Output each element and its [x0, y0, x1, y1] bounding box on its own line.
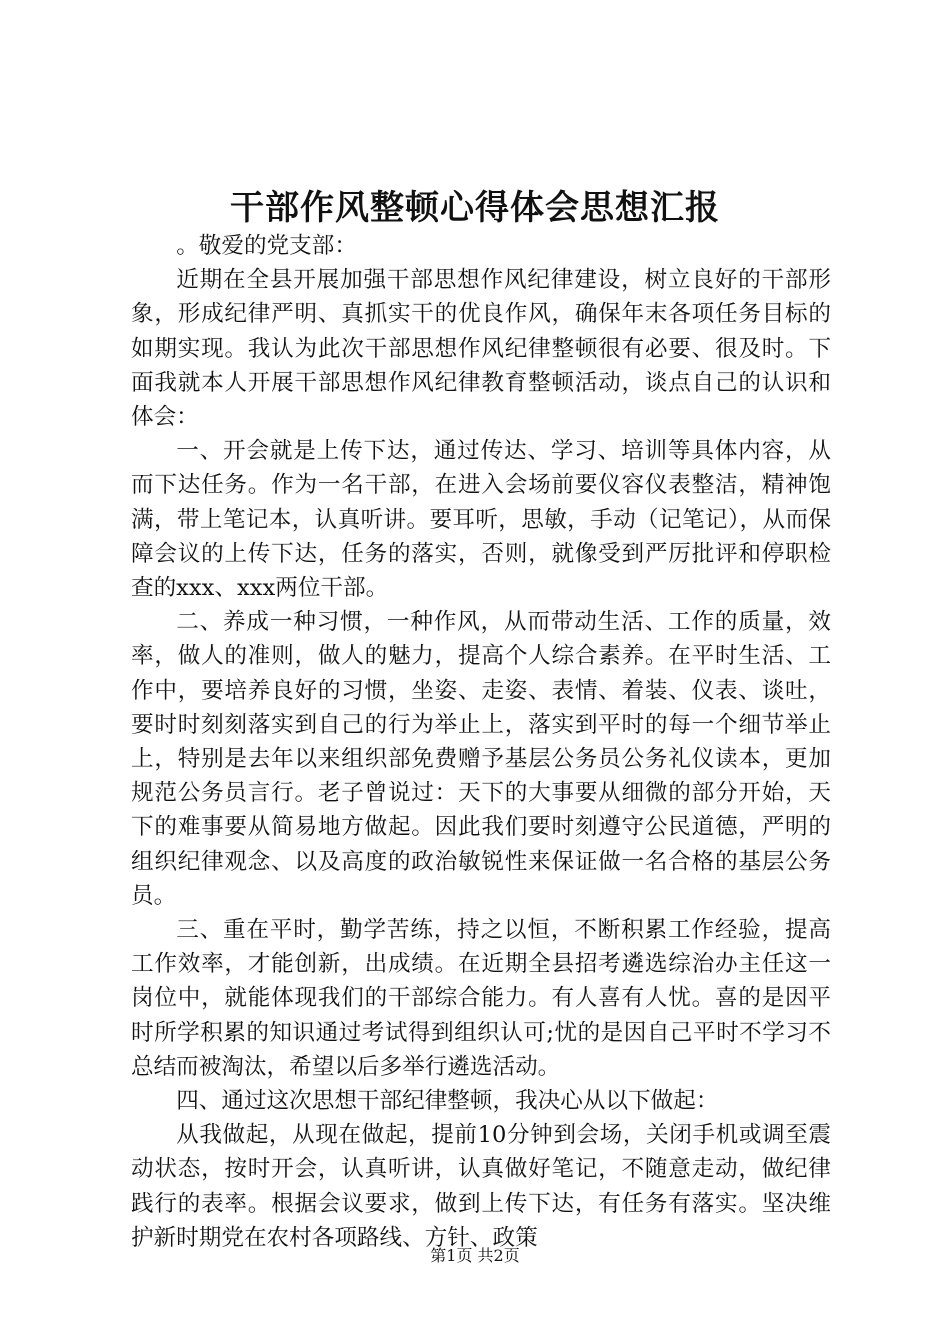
paragraph-resolution: 从我做起，从现在做起，提前10分钟到会场，关闭手机或调至震动状态，按时开会，认真听讲，认真做好笔记，不随意走动，做纪律践行的表率。根据会议要求，做到上传下达，有任务有落实。坚决维护新时期党在农村各项路线、方针、政策	[131, 1122, 831, 1251]
document-title: 干部作风整顿心得体会思想汇报	[230, 188, 720, 228]
paragraph-point-one: 一、开会就是上传下达，通过传达、学习、培训等具体内容，从而下达任务。作为一名干部，在进入会场前要仪容仪表整洁，精神饱满，带上笔记本，认真听讲。要耳听，思敏，手动（记笔记），从而保障会议的上传下达，任务的落实，否则，就像受到严厉批评和停职检查的xxx、xxx两位干部。	[131, 438, 831, 602]
salutation: 。敬爱的党支部：	[176, 233, 357, 259]
paragraph-point-three: 三、重在平时，勤学苦练，持之以恒，不断积累工作经验，提高工作效率，才能创新，出成绩。在近期全县招考遴选综治办主任这一岗位中，就能体现我们的干部综合能力。有人喜有人忧。喜的是因平时所学积累的知识通过考试得到组织认可;忧的是因自己平时不学习不总结而被淘汰，希望以后多举行遴选活动。	[131, 917, 831, 1080]
page-number-footer: 第1页 共2页	[430, 1246, 520, 1265]
paragraph-point-four: 四、通过这次思想干部纪律整顿，我决心从以下做起：	[176, 1088, 719, 1115]
paragraph-point-two: 二、养成一种习惯，一种作风，从而带动生活、工作的质量，效率，做人的准则，做人的魅力，提高个人综合素养。在平时生活、工作中，要培养良好的习惯，坐姿、走姿、表情、着装、仪表、谈吐，要时时刻刻落实到自己的行为举止上，落实到平时的每一个细节举止上，特别是去年以来组织部免费赠予基层公务员公务礼仪读本，更加规范公务员言行。老子曾说过：天下的大事要从细微的部分开始，天下的难事要从简易地方做起。因此我们要时刻遵守公民道德，严明的组织纪律观念、以及高度的政治敏锐性来保证做一名合格的基层公务员。	[131, 609, 831, 909]
document-body	[131, 229, 831, 1255]
paragraph-intro: 近期在全县开展加强干部思想作风纪律建设，树立良好的干部形象，形成纪律严明、真抓实干的优良作风，确保年末各项任务目标的如期实现。我认为此次干部思想作风纪律整顿很有必要、很及时。下面我就本人开展干部思想作风纪律教育整顿活动，谈点自己的认识和体会：	[131, 267, 831, 431]
